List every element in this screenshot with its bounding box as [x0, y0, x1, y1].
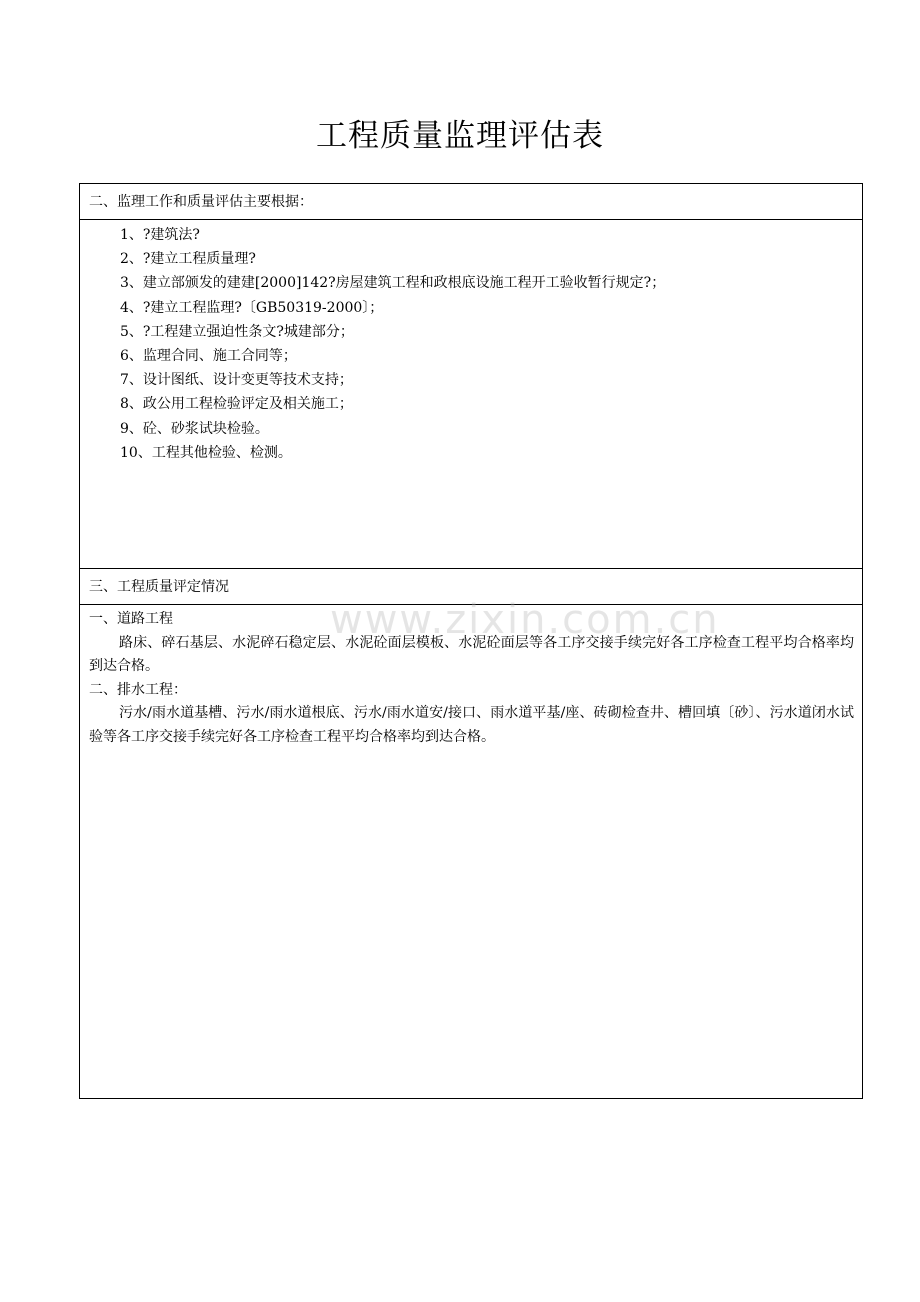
basis-section-header: 二、监理工作和质量评估主要根据：	[80, 184, 862, 220]
drainage-works-text: 污水/雨水道基槽、污水/雨水道根底、污水/雨水道安/接口、雨水道平基/座、砖砌检查井、槽回填〔砂〕、污水道闭水试验等各工序交接手续完好各工序检查工程平均合格率均到达合格。	[89, 705, 854, 745]
basis-list-item: 3、建立部颁发的建建[2000]142?房屋建筑工程和政根底设施工程开工验收暂行规定?；	[120, 275, 666, 292]
basis-list-item: 2、?建立工程质量理?	[120, 251, 256, 268]
document-title: 工程质量监理评估表	[316, 118, 604, 154]
basis-list-item: 5、?工程建立强迫性条文?城建部分；	[120, 323, 354, 340]
road-works-heading: 一、道路工程	[89, 611, 173, 627]
evaluation-form-table	[79, 183, 863, 1099]
basis-list-item: 8、政公用工程检验评定及相关施工；	[120, 396, 353, 413]
basis-list-item: 9、砼、砂浆试块检验。	[120, 420, 269, 437]
basis-list-item: 4、?建立工程监理?〔GB50319-2000〕；	[120, 299, 384, 316]
site-watermark: www.zixin.com.cn	[330, 597, 720, 643]
basis-list-item: 1、?建筑法?	[120, 227, 200, 243]
evaluation-section-body	[80, 605, 862, 1098]
drainage-works-heading: 二、排水工程：	[89, 681, 187, 698]
evaluation-section-header: 三、工程质量评定情况	[80, 569, 862, 605]
road-works-text: 路床、碎石基层、水泥碎石稳定层、水泥砼面层模板、水泥砼面层等各工序交接手续完好各工序检查工程平均合格率均到达合格。	[89, 634, 854, 674]
basis-list-item: 7、设计图纸、设计变更等技术支持；	[120, 372, 353, 389]
basis-list-item: 6、监理合同、施工合同等；	[120, 348, 297, 365]
basis-section-body	[80, 220, 862, 569]
basis-list-item: 10、工程其他检验、检测。	[120, 444, 292, 461]
